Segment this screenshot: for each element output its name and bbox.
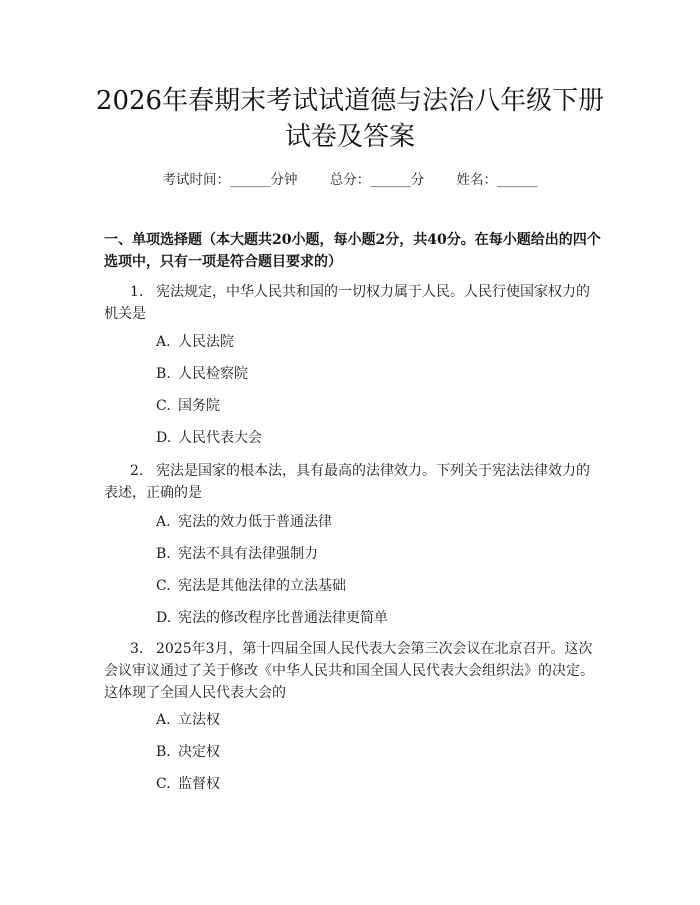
option-3a bbox=[156, 710, 220, 730]
option-text: 宪法是其他法律的立法基础 bbox=[178, 578, 346, 594]
option-label: C. bbox=[156, 578, 171, 594]
option-label: D. bbox=[156, 430, 172, 446]
question-text: 宪法规定，中华人民共和国的一切权力属于人民。人民行使国家权力的机关是 bbox=[104, 284, 590, 322]
option-1a bbox=[156, 332, 234, 352]
option-text: 宪法的修改程序比普通法律更简单 bbox=[178, 610, 388, 626]
option-text: 监督权 bbox=[178, 776, 220, 792]
option-label: A. bbox=[156, 334, 171, 350]
option-text: 人民法院 bbox=[178, 334, 234, 350]
option-2d bbox=[156, 608, 388, 628]
option-label: C. bbox=[156, 398, 171, 414]
exam-time: 考试时间：______分钟 bbox=[162, 172, 298, 188]
option-text: 决定权 bbox=[178, 744, 220, 760]
option-1b bbox=[156, 364, 248, 384]
option-1d bbox=[156, 428, 262, 448]
section-heading: 一、单项选择题（本大题共20小题，每小题2分，共40分。在每小题给出的四个选项中，只有一项是符合题目要求的） bbox=[104, 232, 601, 270]
option-text: 宪法的效力低于普通法律 bbox=[178, 514, 332, 530]
option-text: 国务院 bbox=[178, 398, 220, 414]
option-2b bbox=[156, 544, 318, 564]
question-text: 2025年3月，第十四届全国人民代表大会第三次会议在北京召开。这次会议审议通过了关于修改《中华人民共和国全国人民代表大会组织法》的决定。这体现了全国人民代表大会的 bbox=[104, 641, 594, 701]
question-2 bbox=[104, 460, 602, 504]
document-title-line1: 2026年春期末考试试道德与法治八年级下册 bbox=[95, 86, 605, 116]
option-1c bbox=[156, 396, 220, 416]
question-3 bbox=[104, 638, 602, 704]
option-label: B. bbox=[156, 744, 171, 760]
option-text: 人民检察院 bbox=[178, 366, 248, 382]
option-2a bbox=[156, 512, 332, 532]
option-label: C. bbox=[156, 776, 171, 792]
option-label: D. bbox=[156, 610, 172, 626]
question-number: 1. bbox=[130, 284, 144, 300]
option-2c bbox=[156, 576, 346, 596]
document-title-line2: 试卷及答案 bbox=[284, 122, 415, 152]
option-text: 人民代表大会 bbox=[178, 430, 262, 446]
question-text: 宪法是国家的根本法，具有最高的法律效力。下列关于宪法法律效力的表述，正确的是 bbox=[104, 463, 590, 501]
option-text: 立法权 bbox=[178, 712, 220, 728]
exam-name-field: 姓名：______ bbox=[456, 172, 538, 188]
exam-total-score: 总分：______分 bbox=[329, 172, 425, 188]
option-3b bbox=[156, 742, 220, 762]
question-1 bbox=[104, 281, 602, 325]
option-text: 宪法不具有法律强制力 bbox=[178, 546, 318, 562]
option-label: A. bbox=[156, 712, 171, 728]
question-number: 3. bbox=[130, 641, 144, 657]
option-label: B. bbox=[156, 366, 171, 382]
question-number: 2. bbox=[130, 463, 144, 479]
option-3c bbox=[156, 774, 220, 794]
option-label: A. bbox=[156, 514, 171, 530]
option-label: B. bbox=[156, 546, 171, 562]
exam-meta bbox=[0, 168, 700, 188]
